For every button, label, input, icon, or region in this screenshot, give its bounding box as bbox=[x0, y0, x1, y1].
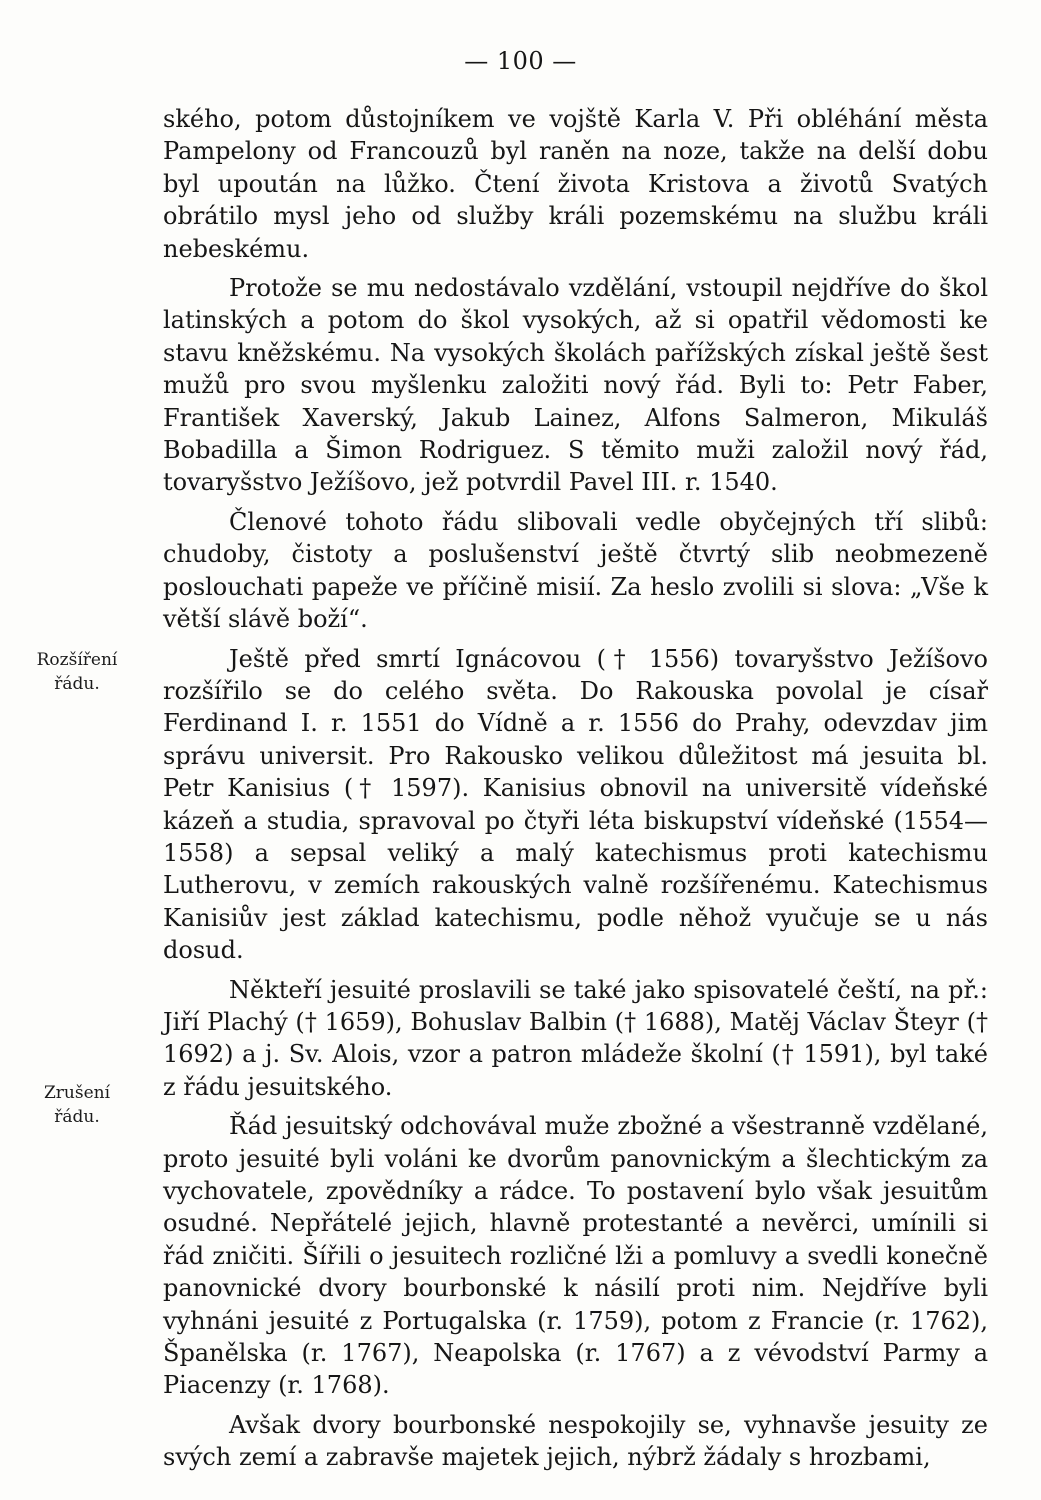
paragraph-abolition: Řád jesuitský odchovával muže zbožné a všestranně vzdělané, proto jesuité byli voláni ke dvorům panovnickým a šlechtickým za vychovatele, zpovědníky a rádce. To postavení bylo však jesuitům osudné. Nepřátelé jejich, hlavně protestanté a nevěrci, umínili si řád zničiti. Šířili o jesuitech rozličné lži a pomluvy a svedli konečně panovnické dvory bourbonské k násilí proti nim. Nejdříve byli vyhnáni jesuité z Portugalska (r. 1759), potom z Francie (r. 1762), Španělska (r. 1767), Neapolska (r. 1767) a z vévodství Parmy a Piacenzy (r. 1768). bbox=[163, 1112, 988, 1400]
paragraph-vows: Členové tohoto řádu slibovali vedle obyčejných tří slibů: chudoby, čistoty a poslušenství ještě čtvrtý slib neobmezeně poslouchati papeže ve příčině misií. Za heslo zvolili si slova: „Vše k větší slávě boží“. bbox=[163, 507, 988, 634]
paragraph-continuation: ského, potom důstojníkem ve vojště Karla V. Při obléhání města Pampelony od Francouzů byl raněn na noze, takže na delší dobu byl upoután na lůžko. Čtení života Kristova a životů Svatých obrátilo mysl jeho od služby králi pozemskému na službu králi nebeskému. bbox=[163, 105, 988, 263]
paragraph-czech-writers: Někteří jesuité proslavili se také jako spisovatelé čeští, na př.: Jiří Plachý († 1659), Bohuslav Balbin († 1688), Matěj Václav Šteyr († 1692) a j. Sv. Alois, vzor a patron mládeže školní († 1591), byl také z řádu jesuitského. bbox=[163, 975, 988, 1101]
paragraph-spread: Ještě před smrtí Ignácovou († 1556) tovaryšstvo Ježíšovo rozšířilo se do celého světa. Do Rakouska povolal je císař Ferdinand I. r. 1551 do Vídně a r. 1556 do Prahy, odevzdav jim správu universit. Pro Rakousko velikou důležitost má jesuita bl. Petr Kanisius († 1597). Kanisius obnovil na universitě vídeňské kázeň a studia, spravoval po čtyři léta biskupství vídeňské (1554—1558) a sepsal veliký a malý katechismus proti katechismu Lutherovu, v zemích rakouských valně rozšířenému. Katechismus Kanisiův jest základ katechismu, podle něhož vyučuje se u nás dosud. bbox=[163, 644, 988, 965]
margin-note-spread-of-order: Rozšíření řádu. bbox=[36, 650, 118, 694]
main-text-column bbox=[163, 103, 988, 1481]
paragraph-education: Protože se mu nedostávalo vzdělání, vstoupil nejdříve do škol latinských a potom do škol vysokých, až si opatřil vědomosti ke stavu kněžskému. Na vysokých školách pařížských získal ještě šest mužů pro svou myšlenku založiti nový řád. Byli to: Petr Faber, František Xaverský, Jakub Lainez, Alfons Salmeron, Mikuláš Bobadilla a Šimon Rodriguez. S těmito muži založil nový řád, tovaryšstvo Ježíšovo, jež potvrdil Pavel III. r. 1540. bbox=[163, 274, 988, 497]
margin-note-abolition-of-order: Zrušení řádu. bbox=[43, 1083, 111, 1127]
paragraph-bourbon-courts: Avšak dvory bourbonské nespokojily se, vyhnavše jesuity ze svých zemí a zabravše majetek jejich, nýbrž žádaly s hrozbami, bbox=[163, 1410, 988, 1472]
page-number: — 100 — bbox=[464, 47, 577, 75]
